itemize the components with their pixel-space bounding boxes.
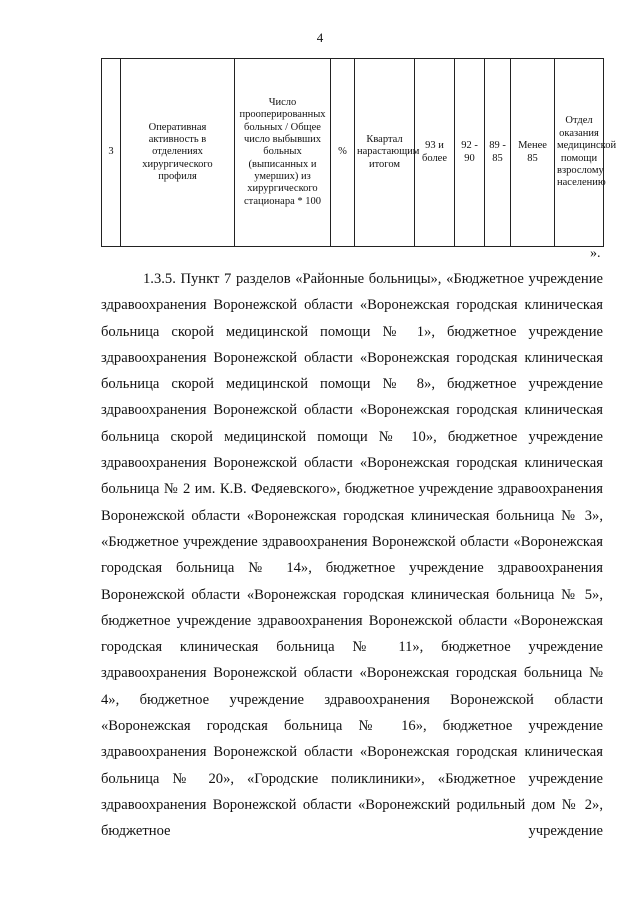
row-number-cell: 3 [102,59,121,247]
formula-cell: Число прооперированных больных / Общее число выбывших больных (выписанных и умерших) из хирургического стационара * 100 [235,59,331,247]
score-low-cell: 89 - 85 [485,59,511,247]
paragraph-text: 1.3.5. Пункт 7 разделов «Районные больницы», «Бюджетное учреждение здравоохранения Воронежской области «Воронежская городская клиническая больница скорой медицинской помощи № 1», бюджетное учреждение здравоохранения Воронежской области «Воронежская городская клиническая больница скорой медицинской помощи № 8», бюджетное учреждение здравоохранения Воронежской области «Воронежская городская клиническая больница скорой медицинской помощи № 10», бюджетное учреждение здравоохранения Воронежской области «Воронежская городская клиническая больница № 2 им. К.В. Федяевского», бюджетное учреждение здравоохранения Воронежской области «Воронежская городская клиническая больница № 3», «Бюджетное учреждение здравоохранения Воронежской области «Воронежская городская больница № 14», бюджетное учреждение здравоохранения Воронежской области «Воронежская городская клиническая больница № 5», бюджетное учреждение здравоохранения Воронежской области «Воронежская городская клиническая больница № 11», бюджетное учреждение здравоохранения Воронежской области «Воронежская городская больница № 4», бюджетное учреждение здравоохранения Воронежской области «Воронежская городская больница № 16», бюджетное учреждение здравоохранения Воронежской области «Воронежская городская клиническая больница № 20», «Городские поликлиники», «Бюджетное учреждение здравоохранения Воронежской области «Воронежский родильный дом № 2», бюджетное учреждение [101,271,603,840]
indicator-table [101,58,617,247]
score-min-cell: Менее 85 [511,59,555,247]
period-cell: Квартал нарастающим итогом [355,59,415,247]
body-paragraph [101,266,603,845]
unit-cell: % [331,59,355,247]
responsible-cell: Отдел оказания медицинской помощи взрослому населению [555,59,604,247]
score-mid-cell: 92 - 90 [455,59,485,247]
indicator-name-cell: Оперативная активность в отделениях хирургического профиля [121,59,235,247]
page-number: 4 [316,30,324,45]
closing-quote: ». [590,246,601,261]
table-row [102,59,604,247]
score-high-cell: 93 и более [415,59,455,247]
